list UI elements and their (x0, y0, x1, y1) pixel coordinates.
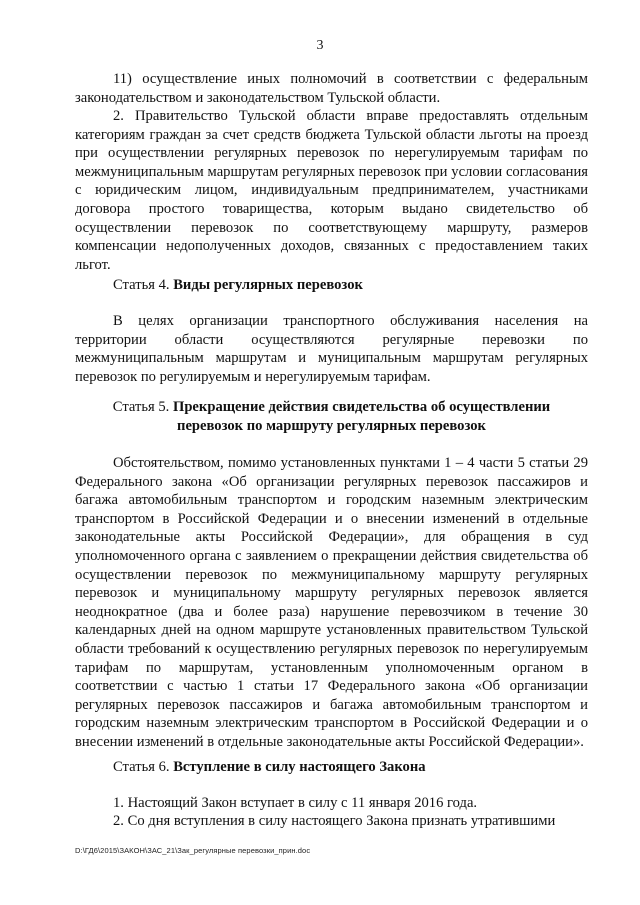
article-6-part-1: 1. Настоящий Закон вступает в силу с 11 января 2016 года. (113, 795, 478, 811)
paragraph-part-2: 2. Правительство Тульской области вправе предоставлять отдельным категориям граждан за счет средств бюджета Тульской области льготы на проезд при осуществлении регулярных перевозок по нерегулируемым тарифам по межмуниципальным маршрутам регулярных перевозок при условии согласования с юридическим лицом, индивидуальным предпринимателем, участниками договора простого товарищества, которым выдано свидетельство об осуществлении перевозок по соответствующему маршруту, размеров компенсации недополученных доходов, связанных с предоставлением таких льгот. (75, 108, 588, 273)
article-6-title: Вступление в силу настоящего Закона (173, 759, 426, 775)
article-5-title: Прекращение действия свидетельства об осуществлении перевозок по маршруту регулярных перевозок (172, 399, 551, 434)
article-4-title: Виды регулярных перевозок (173, 277, 363, 293)
page-number: 3 (316, 38, 324, 53)
article-5-heading (100, 398, 563, 435)
paragraph-item-11: 11) осуществление иных полномочий в соответствии с федеральным законодательством и законодательством Тульской области. (75, 71, 588, 106)
article-6-part-2: 2. Со дня вступления в силу настоящего Закона признать утратившими (113, 813, 556, 829)
article-4-prefix: Статья 4. (113, 277, 174, 293)
article-6-prefix: Статья 6. (113, 759, 174, 775)
file-path-footer: D:\ГД6\2015\ЗАКОН\ЗАС_21\Зак_регулярные перевозки_прин.doc (75, 846, 311, 855)
article-5-body: Обстоятельством, помимо установленных пунктами 1 – 4 части 5 статьи 29 Федерального закона «Об организации регулярных перевозок пассажиров и багажа автомобильным транспортом и городским наземным электрическим транспортом в Российской Федерации и о внесении изменений в отдельные законодательные акты Российской Федерации», для обращения в суд уполномоченного органа с заявлением о прекращении действия свидетельства об осуществлении перевозок по межмуниципальному маршруту регулярных перевозок и муниципальному маршруту регулярных перевозок является неоднократное (два и более раза) нарушение перевозчиком в течение 30 календарных дней на одном маршруте установленных правительством Тульской области требований к осуществлению регулярных перевозок по нерегулируемым тарифам по маршрутам, установленным уполномоченным органом в соответствии с частью 1 статьи 17 Федерального закона «Об организации регулярных перевозок пассажиров и багажа автомобильным транспортом и городским наземным электрическим транспортом в Российской Федерации и о внесении изменений в отдельные законодательные акты Российской Федерации». (75, 455, 588, 750)
article-5-prefix: Статья 5. (112, 399, 173, 415)
article-4-body: В целях организации транспортного обслуживания населения на территории области осуществляются регулярные перевозки по межмуниципальным маршрутам и муниципальным маршрутам регулярных перевозок по регулируемым и нерегулируемым тарифам. (75, 313, 588, 385)
article-6-heading (75, 758, 588, 777)
article-4-heading (75, 276, 588, 295)
